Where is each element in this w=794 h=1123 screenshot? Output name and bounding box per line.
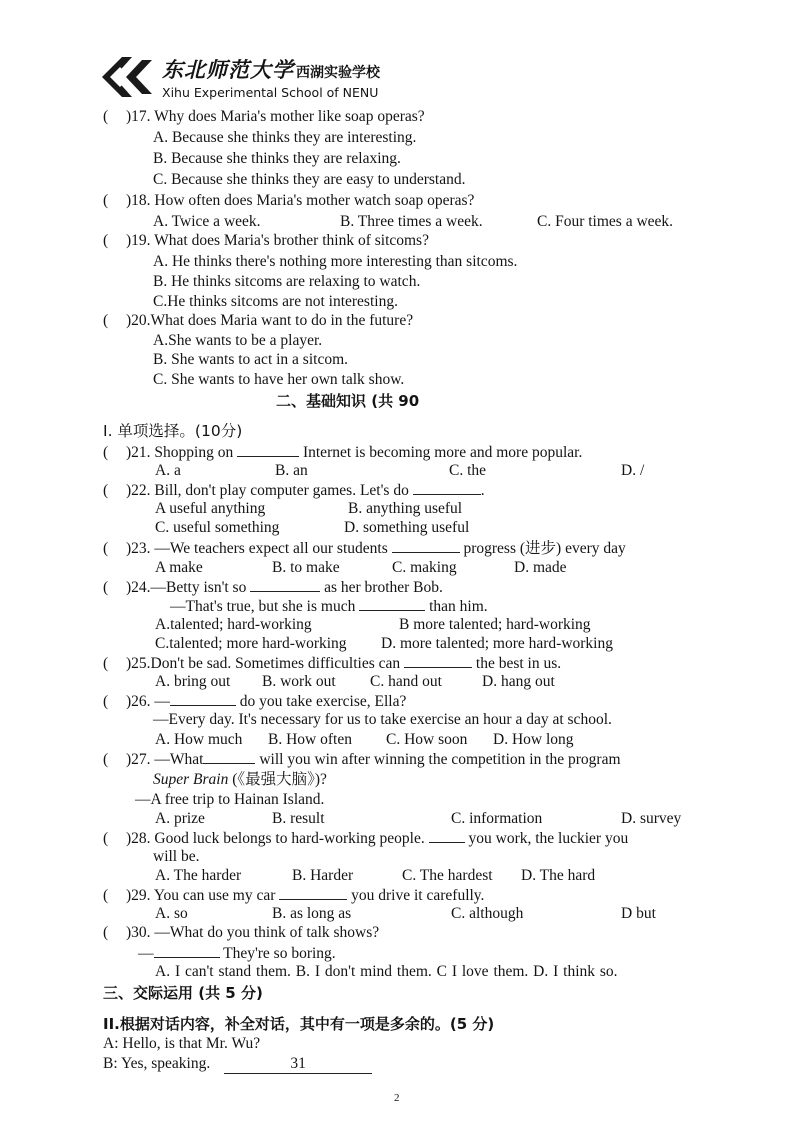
answer-blank [429, 828, 465, 843]
option-17c: C. Because she thinks they are easy to understand. [153, 171, 466, 188]
answer-blank [203, 749, 255, 764]
section-3-title: 三、交际运用 (共 5 分) [103, 984, 263, 1002]
option-23b: B. to make [272, 559, 340, 576]
option-24c: C.talented; more hard-working [155, 635, 347, 652]
option-21d: D. / [621, 462, 645, 479]
answer-blank [392, 538, 460, 553]
question-28: ( )28. Good luck belongs to hard-working people. you work, the luckier you [103, 830, 629, 847]
option-29b: B. as long as [272, 905, 352, 922]
answer-blank [404, 653, 472, 668]
option-27a: A. prize [155, 810, 205, 827]
option-19b: B. He thinks sitcoms are relaxing to watch. [153, 273, 421, 290]
option-27b: B. result [272, 810, 325, 827]
option-24b: B more talented; hard-working [399, 616, 591, 633]
question-20: ( )20.What does Maria want to do in the future? [103, 312, 414, 329]
question-27: ( )27. —What will you win after winning the competition in the program [103, 751, 621, 768]
page-number: 2 [394, 1092, 400, 1104]
question-22: ( )22. Bill, don't play computer games. Let's do . [103, 482, 485, 499]
school-branch-cn: 西湖实验学校 [296, 65, 380, 81]
option-18a: A. Twice a week. [153, 213, 261, 230]
option-24d: D. more talented; more hard-working [381, 635, 613, 652]
option-19c: C.He thinks sitcoms are not interesting. [153, 293, 398, 310]
school-name-en: Xihu Experimental School of NENU [162, 85, 379, 100]
option-20c: C. She wants to have her own talk show. [153, 371, 405, 388]
question-23: ( )23. —We teachers expect all our students progress (进步) every day [103, 540, 626, 557]
option-25c: C. hand out [370, 673, 442, 690]
option-28d: D. The hard [521, 867, 596, 884]
option-18b: B. Three times a week. [340, 213, 483, 230]
option-21c: C. the [449, 462, 487, 479]
question-29: ( )29. You can use my car you drive it carefully. [103, 887, 485, 904]
school-logo [100, 52, 430, 106]
part-1-title: I. 单项选择。(10分) [103, 422, 243, 440]
option-25d: D. hang out [482, 673, 555, 690]
option-26c: C. How soon [386, 731, 468, 748]
option-22b: B. anything useful [348, 500, 463, 517]
option-18c: C. Four times a week. [537, 213, 674, 230]
question-24-line2: —That's true, but she is much than him. [170, 598, 488, 615]
school-emblem-icon [100, 52, 160, 102]
option-22d: D. something useful [344, 519, 470, 536]
option-26d: D. How long [493, 731, 574, 748]
option-29c: C. although [451, 905, 524, 922]
option-21a: A. a [155, 462, 181, 479]
answer-blank-31: 31 [224, 1054, 372, 1074]
option-17a: A. Because she thinks they are interesting. [153, 129, 417, 146]
question-24: ( )24.—Betty isn't so as her brother Bob. [103, 579, 443, 596]
option-21b: B. an [275, 462, 308, 479]
option-19a: A. He thinks there's nothing more interesting than sitcoms. [153, 253, 518, 270]
answer-blank [154, 943, 220, 958]
option-29a: A. so [155, 905, 188, 922]
question-26: ( )26. — do you take exercise, Ella? [103, 693, 407, 710]
option-22a: A useful anything [155, 500, 266, 517]
dialog-line-a: A: Hello, is that Mr. Wu? [103, 1035, 261, 1052]
section-2-title: 二、基础知识 (共 90 [276, 392, 420, 410]
question-17: ( )17. Why does Maria's mother like soap operas? [103, 108, 425, 125]
answer-blank [359, 596, 425, 611]
question-27-line2: Super Brain (《最强大脑》)? [153, 771, 327, 788]
part-2-title: II.根据对话内容，补全对话，其中有一项是多余的。(5 分) [103, 1015, 495, 1033]
question-28-line2: will be. [153, 848, 200, 865]
options-30: A. I can't stand them. B. I don't mind them. C I love them. D. I think so. [155, 963, 618, 980]
option-28c: C. The hardest [402, 867, 493, 884]
question-25: ( )25.Don't be sad. Sometimes difficulties can the best in us. [103, 655, 562, 672]
option-29d: D but [621, 905, 656, 922]
option-28b: B. Harder [292, 867, 354, 884]
answer-blank [170, 691, 236, 706]
option-22c: C. useful something [155, 519, 280, 536]
option-25b: B. work out [262, 673, 336, 690]
option-26b: B. How often [268, 731, 352, 748]
question-18: ( )18. How often does Maria's mother watch soap operas? [103, 192, 475, 209]
option-26a: A. How much [155, 731, 243, 748]
option-28a: A. The harder [155, 867, 242, 884]
question-30: ( )30. —What do you think of talk shows? [103, 924, 380, 941]
question-30-line2: — They're so boring. [138, 945, 336, 962]
option-24a: A.talented; hard-working [155, 616, 312, 633]
answer-blank [237, 442, 299, 457]
option-20b: B. She wants to act in a sitcom. [153, 351, 349, 368]
answer-blank [279, 885, 347, 900]
answer-blank [250, 577, 320, 592]
option-25a: A. bring out [155, 673, 231, 690]
question-19: ( )19. What does Maria's brother think of sitcoms? [103, 232, 429, 249]
question-26-line2: —Every day. It's necessary for us to take exercise an hour a day at school. [153, 711, 612, 728]
school-name-cn: 东北师范大学 [162, 58, 294, 82]
option-17b: B. Because she thinks they are relaxing. [153, 150, 401, 167]
question-27-line3: —A free trip to Hainan Island. [135, 791, 325, 808]
option-23d: D. made [514, 559, 567, 576]
question-21: ( )21. Shopping on Internet is becoming more and more popular. [103, 444, 583, 461]
answer-blank [413, 480, 481, 495]
option-23c: C. making [392, 559, 457, 576]
option-20a: A.She wants to be a player. [153, 332, 323, 349]
option-27d: D. survey [621, 810, 682, 827]
option-23a: A make [155, 559, 203, 576]
option-27c: C. information [451, 810, 543, 827]
dialog-line-b: B: Yes, speaking. 31 [103, 1054, 372, 1074]
